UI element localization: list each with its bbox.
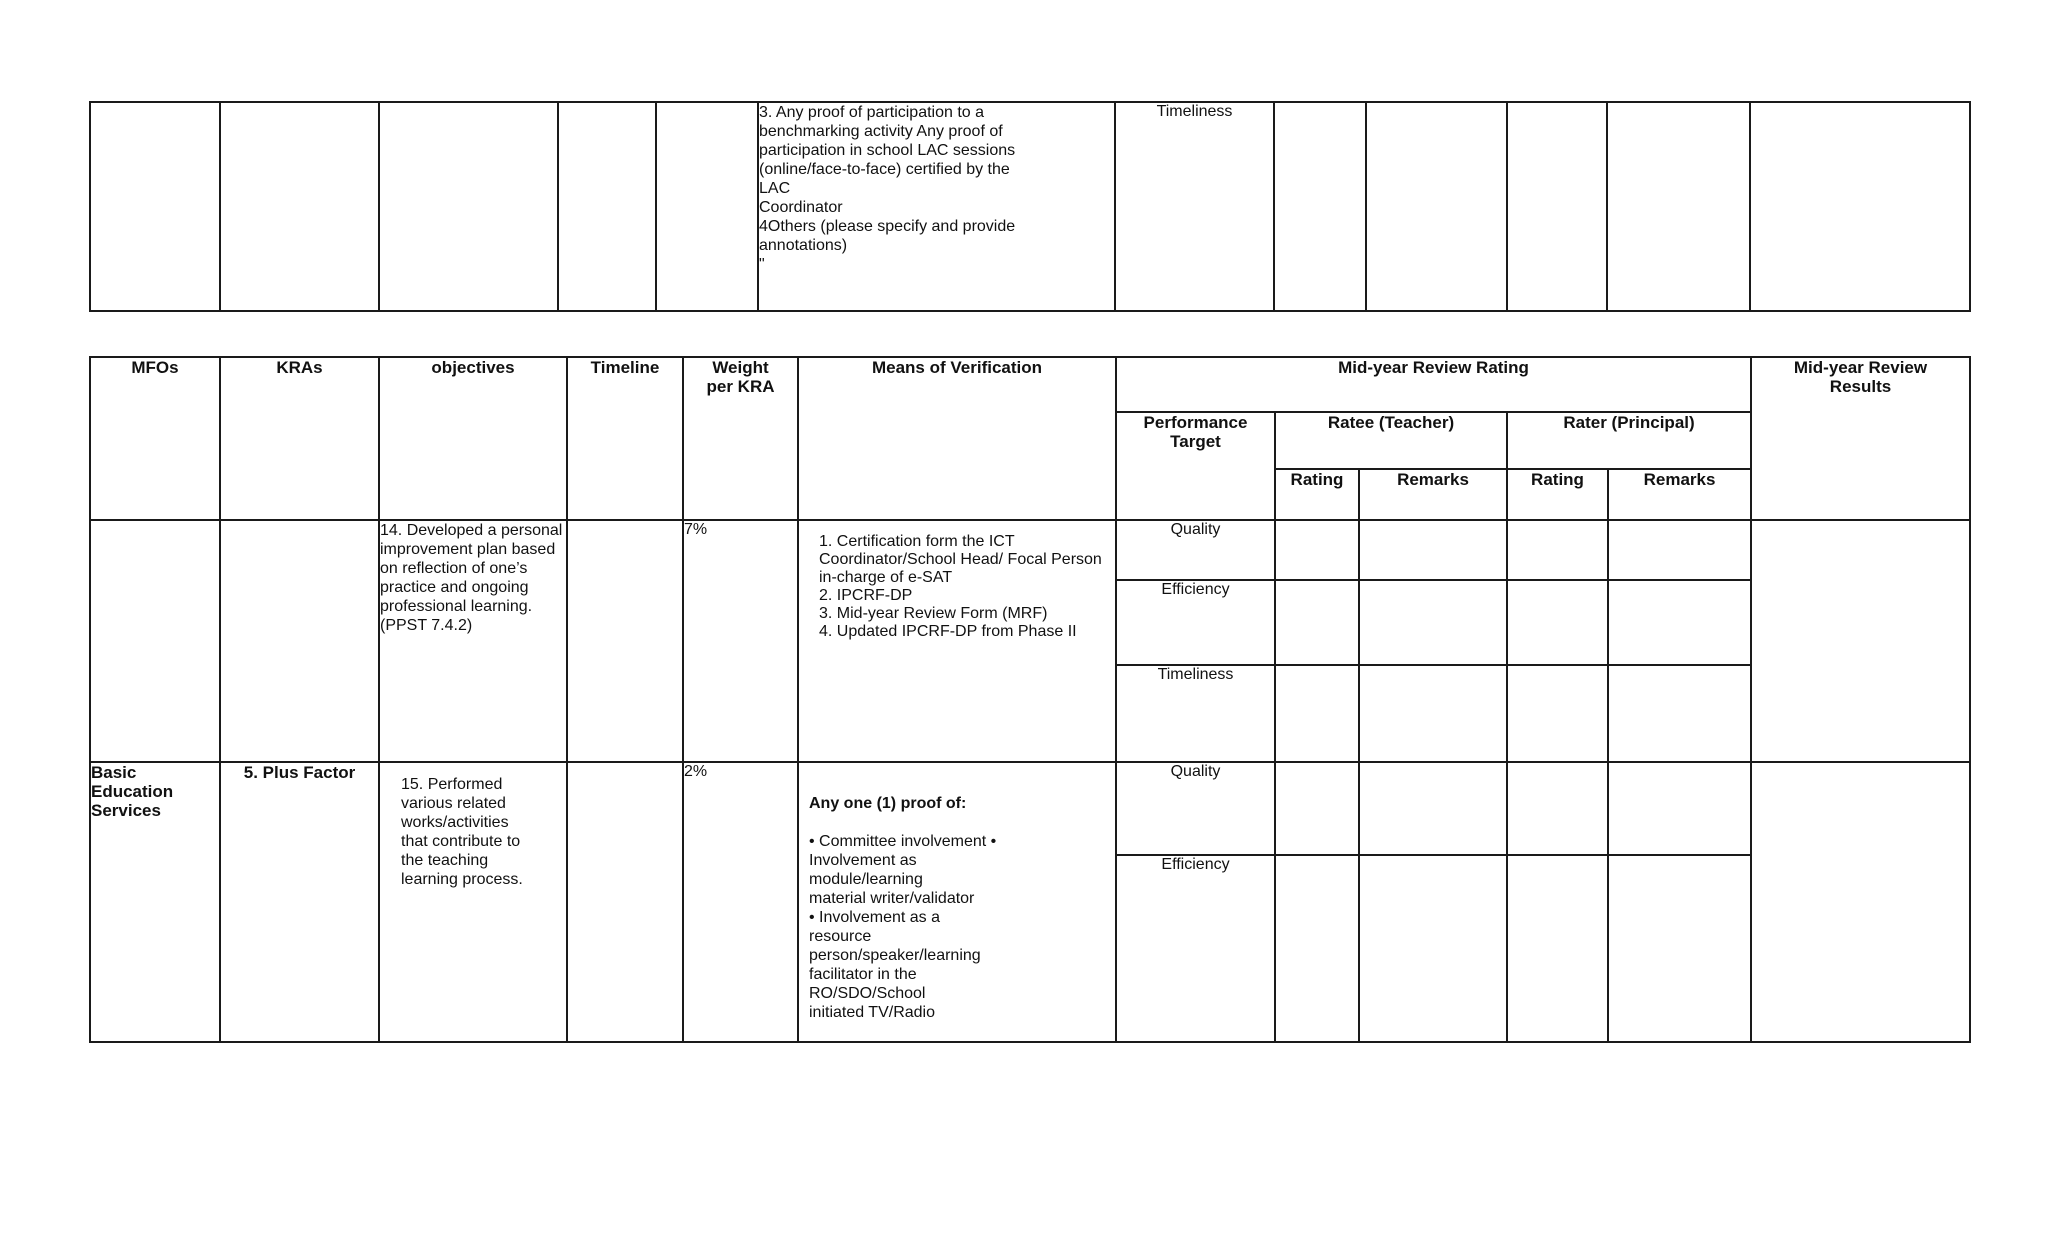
performance-target-cell: Timeliness [1115,102,1274,311]
objective-cell [379,102,558,311]
header-mfos: MFOs [90,357,220,520]
results-cell [1751,762,1970,1042]
rater-rating-cell [1507,102,1607,311]
results-cell [1751,520,1970,762]
rater-rating-cell [1507,520,1608,580]
header-objectives: objectives [379,357,567,520]
means-14-item: 1. Certification form the ICT Coordinator/School Head/ Focal Person in-charge of e-SAT [819,533,1102,586]
target-efficiency: Efficiency [1116,580,1275,665]
rater-remarks-cell [1608,855,1751,1042]
means-14-item: 2. IPCRF-DP [819,587,913,604]
header-timeline: Timeline [567,357,683,520]
rater-remarks-cell [1608,520,1751,580]
ratee-rating-cell [1275,855,1359,1042]
means-15 [798,762,1116,1042]
ratee-rating-cell [1275,520,1359,580]
means-15-heading: Any one (1) proof of: [809,795,967,812]
continued-table [89,101,1971,312]
ratee-remarks-cell [1359,520,1507,580]
objective-15: 15. Performed various related works/activities that contribute to the teaching learning process. [379,762,567,1042]
means-14-item: 4. Updated IPCRF-DP from Phase II [819,623,1077,640]
means-15-body: • Committee involvement • Involvement as module/learning material writer/validator • Involvement as a resource person/speaker/learning facilitator in the RO/SDO/School initiated TV/Radio [809,833,997,1021]
weight-15: 2% [683,762,798,1042]
ratee-rating-cell [1275,762,1359,855]
target-timeliness: Timeliness [1116,665,1275,762]
target-quality: Quality [1116,762,1275,855]
ratee-rating-cell [1274,102,1366,311]
timeline-cell [567,762,683,1042]
header-midyear-rating: Mid-year Review Rating [1116,357,1751,412]
timeline-cell [558,102,656,311]
ratee-remarks-cell [1359,665,1507,762]
header-weight: Weight per KRA [683,357,798,520]
header-rater-remarks: Remarks [1608,469,1751,520]
rater-rating-cell [1507,762,1608,855]
ratee-rating-cell [1275,665,1359,762]
timeline-cell [567,520,683,762]
weight-cell [656,102,758,311]
ratee-remarks-cell [1359,580,1507,665]
header-ratee-remarks: Remarks [1359,469,1507,520]
results-cell [1750,102,1970,311]
kra-plus-factor: 5. Plus Factor [220,762,379,1042]
header-kras: KRAs [220,357,379,520]
means-14 [798,520,1116,762]
rater-remarks-cell [1607,102,1750,311]
kra-cell [220,520,379,762]
mfo-cell [90,102,220,311]
rater-remarks-cell [1608,665,1751,762]
means-14-item: 3. Mid-year Review Form (MRF) [819,605,1048,622]
header-rater: Rater (Principal) [1507,412,1751,469]
objective-14: 14. Developed a personal improvement plan based on reflection of one’s practice and ongoing professional learning. (PPST 7.4.2) [379,520,567,762]
ratee-remarks-cell [1359,855,1507,1042]
header-means: Means of Verification [798,357,1116,520]
midyear-review-table [89,356,1971,1043]
rater-rating-cell [1507,580,1608,665]
means-of-verification-cell: 3. Any proof of participation to a benchmarking activity Any proof of participation in school LAC sessions (online/face-to-face) certified by the LAC Coordinator 4Others (please specify and provide annotations) " [758,102,1115,311]
header-ratee-rating: Rating [1275,469,1359,520]
rater-remarks-cell [1608,762,1751,855]
target-efficiency: Efficiency [1116,855,1275,1042]
header-midyear-results: Mid-year Review Results [1751,357,1970,520]
header-rater-rating: Rating [1507,469,1608,520]
rater-rating-cell [1507,665,1608,762]
weight-14: 7% [683,520,798,762]
target-quality: Quality [1116,520,1275,580]
mfo-basic-education: Basic Education Services [90,762,220,1042]
header-ratee: Ratee (Teacher) [1275,412,1507,469]
rater-rating-cell [1507,855,1608,1042]
ratee-rating-cell [1275,580,1359,665]
mfo-cell [90,520,220,762]
ratee-remarks-cell [1366,102,1507,311]
kra-cell [220,102,379,311]
ratee-remarks-cell [1359,762,1507,855]
header-performance-target: Performance Target [1116,412,1275,520]
rater-remarks-cell [1608,580,1751,665]
